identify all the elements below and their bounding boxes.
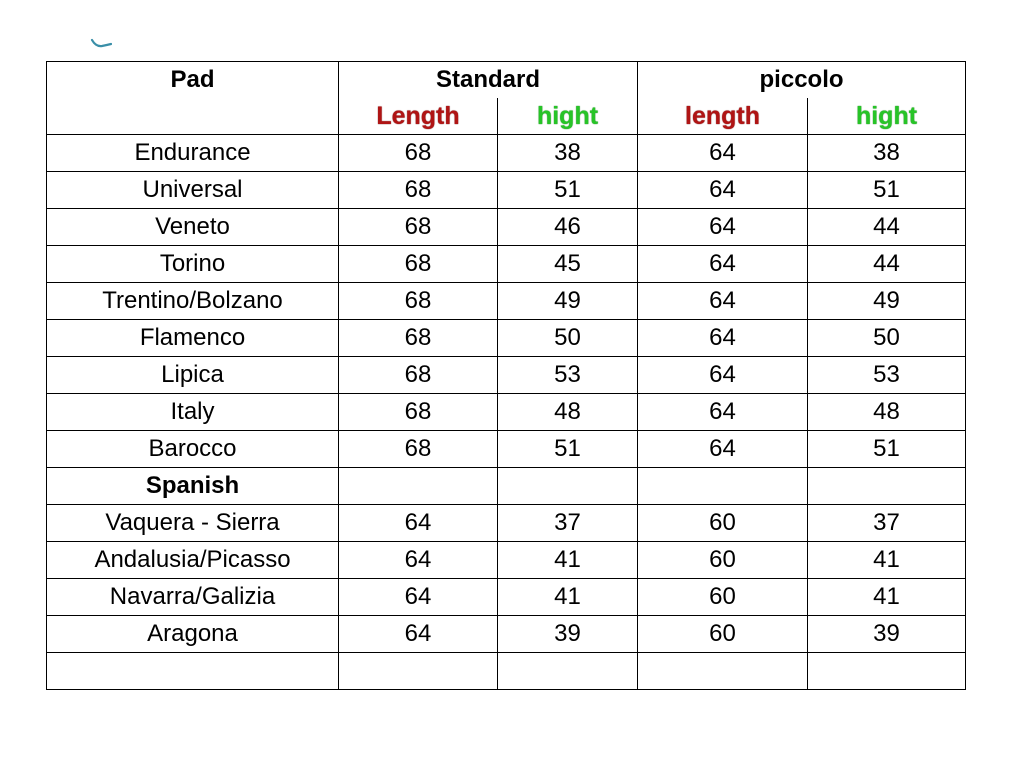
- logo-mark-icon: [90, 38, 112, 48]
- table-row: [47, 246, 966, 283]
- standard-height-cell: 51: [498, 431, 638, 468]
- piccolo-length-cell: 60: [638, 579, 808, 616]
- piccolo-height-cell: 53: [808, 357, 966, 394]
- standard-length-cell: 68: [339, 283, 498, 320]
- piccolo-length-cell: [638, 468, 808, 505]
- standard-length-cell: 68: [339, 135, 498, 172]
- piccolo-height-cell: 44: [808, 246, 966, 283]
- piccolo-column-header: piccolo: [638, 62, 966, 99]
- piccolo-height-cell: 51: [808, 172, 966, 209]
- pad-name-cell: Barocco: [47, 431, 339, 468]
- table-row: [47, 468, 966, 505]
- piccolo-length-cell: 64: [638, 246, 808, 283]
- standard-height-cell: 45: [498, 246, 638, 283]
- pad-name-cell: Andalusia/Picasso: [47, 542, 339, 579]
- pad-name-cell: Vaquera - Sierra: [47, 505, 339, 542]
- piccolo-length-cell: 64: [638, 172, 808, 209]
- piccolo-height-cell: 50: [808, 320, 966, 357]
- pad-name-cell: Spanish: [47, 468, 339, 505]
- standard-height-cell: 51: [498, 172, 638, 209]
- standard-length-cell: 68: [339, 394, 498, 431]
- standard-length-cell: 64: [339, 579, 498, 616]
- pad-name-cell: Endurance: [47, 135, 339, 172]
- table-row: [47, 653, 966, 690]
- pad-column-header: Pad: [47, 62, 339, 99]
- piccolo-length-cell: [638, 653, 808, 690]
- pad-name-cell: Navarra/Galizia: [47, 579, 339, 616]
- piccolo-height-cell: [808, 468, 966, 505]
- table-row: [47, 505, 966, 542]
- standard-length-cell: 64: [339, 542, 498, 579]
- pad-name-cell: Aragona: [47, 616, 339, 653]
- standard-length-cell: 68: [339, 172, 498, 209]
- piccolo-length-cell: 64: [638, 209, 808, 246]
- piccolo-height-cell: 41: [808, 542, 966, 579]
- table-row: [47, 135, 966, 172]
- table-row: [47, 431, 966, 468]
- pad-name-cell: Veneto: [47, 209, 339, 246]
- standard-height-cell: 50: [498, 320, 638, 357]
- standard-height-cell: [498, 468, 638, 505]
- standard-length-cell: 68: [339, 246, 498, 283]
- standard-column-header: Standard: [339, 62, 638, 99]
- standard-height-cell: 48: [498, 394, 638, 431]
- piccolo-length-cell: 64: [638, 135, 808, 172]
- standard-length-cell: 68: [339, 431, 498, 468]
- piccolo-height-cell: 37: [808, 505, 966, 542]
- piccolo-height-cell: 48: [808, 394, 966, 431]
- piccolo-height-cell: 51: [808, 431, 966, 468]
- pad-name-cell: Universal: [47, 172, 339, 209]
- piccolo-length-cell: 64: [638, 283, 808, 320]
- standard-length-cell: 68: [339, 357, 498, 394]
- standard-height-cell: [498, 653, 638, 690]
- piccolo-length-header: length: [638, 98, 808, 135]
- piccolo-length-cell: 64: [638, 394, 808, 431]
- table-row: [47, 320, 966, 357]
- piccolo-length-cell: 64: [638, 357, 808, 394]
- pad-subheader-empty: [47, 98, 339, 135]
- piccolo-length-cell: 60: [638, 542, 808, 579]
- standard-height-cell: 41: [498, 579, 638, 616]
- piccolo-height-cell: 44: [808, 209, 966, 246]
- pad-size-table: [46, 61, 966, 690]
- table-row: [47, 357, 966, 394]
- piccolo-height-header: hight: [808, 98, 966, 135]
- standard-height-cell: 53: [498, 357, 638, 394]
- pad-name-cell: Torino: [47, 246, 339, 283]
- standard-height-cell: 37: [498, 505, 638, 542]
- piccolo-height-cell: 41: [808, 579, 966, 616]
- table-row: [47, 394, 966, 431]
- standard-height-cell: 49: [498, 283, 638, 320]
- pad-name-cell: Italy: [47, 394, 339, 431]
- standard-height-cell: 46: [498, 209, 638, 246]
- pad-name-cell: Lipica: [47, 357, 339, 394]
- piccolo-height-cell: 39: [808, 616, 966, 653]
- piccolo-height-cell: 49: [808, 283, 966, 320]
- standard-length-header: Length: [339, 98, 498, 135]
- table-row: [47, 542, 966, 579]
- table-row: [47, 283, 966, 320]
- pad-name-cell: Trentino/Bolzano: [47, 283, 339, 320]
- standard-length-cell: [339, 468, 498, 505]
- table-row: [47, 172, 966, 209]
- pad-name-cell: [47, 653, 339, 690]
- standard-height-cell: 41: [498, 542, 638, 579]
- standard-length-cell: 68: [339, 209, 498, 246]
- table-header-row: [47, 62, 966, 99]
- piccolo-length-cell: 64: [638, 431, 808, 468]
- standard-length-cell: 64: [339, 505, 498, 542]
- standard-length-cell: [339, 653, 498, 690]
- piccolo-length-cell: 64: [638, 320, 808, 357]
- pad-name-cell: Flamenco: [47, 320, 339, 357]
- table-subheader-row: [47, 98, 966, 135]
- piccolo-length-cell: 60: [638, 616, 808, 653]
- standard-height-header: hight: [498, 98, 638, 135]
- table-row: [47, 616, 966, 653]
- piccolo-height-cell: 38: [808, 135, 966, 172]
- piccolo-length-cell: 60: [638, 505, 808, 542]
- standard-height-cell: 38: [498, 135, 638, 172]
- table-row: [47, 579, 966, 616]
- standard-length-cell: 64: [339, 616, 498, 653]
- piccolo-height-cell: [808, 653, 966, 690]
- standard-length-cell: 68: [339, 320, 498, 357]
- standard-height-cell: 39: [498, 616, 638, 653]
- table-row: [47, 209, 966, 246]
